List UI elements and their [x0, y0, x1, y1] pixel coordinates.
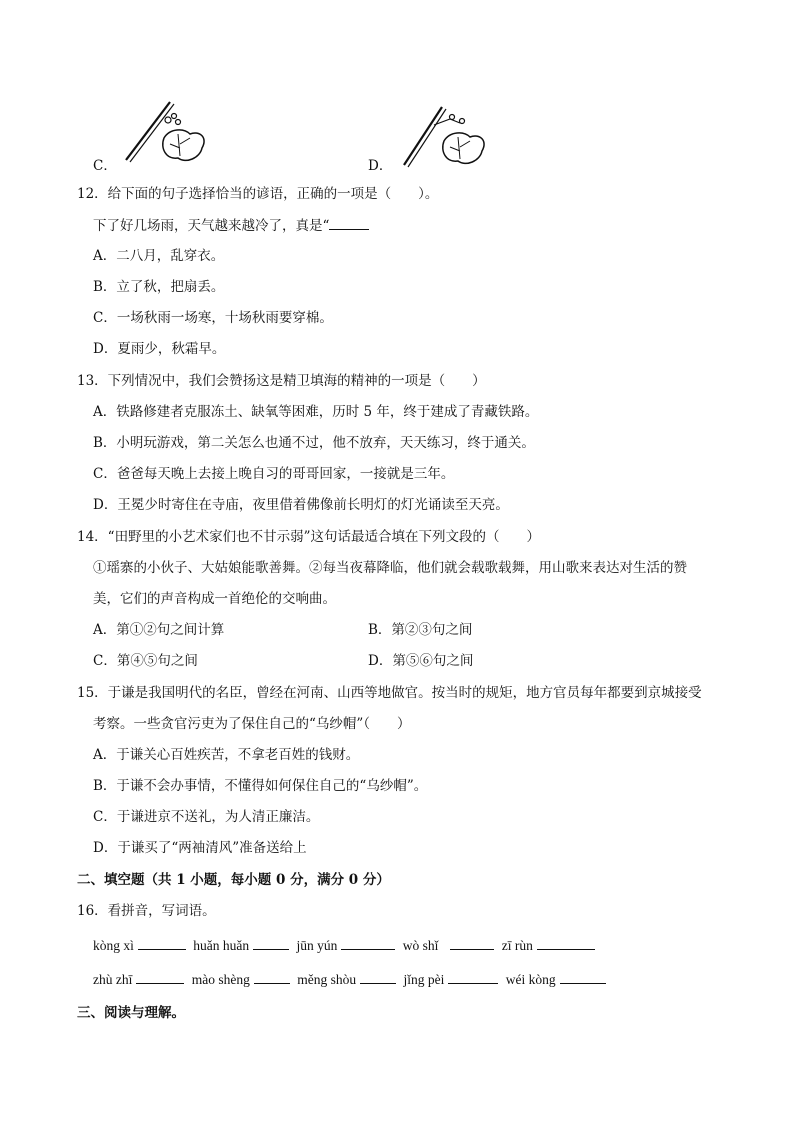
pinyin-item: jūn yún: [296, 938, 338, 953]
q14-passage-line2: 美，它们的声音构成一首绝伦的交响曲。: [93, 591, 336, 607]
q15-option-d: D．于谦买了“两袖清风”准备送给上: [93, 840, 307, 856]
q11-option-d-label: D．: [368, 158, 393, 174]
q14-stem: 14．“田野里的小艺术家们也不甘示弱”这句话最适合填在下列文段的（ ）: [77, 529, 540, 545]
answer-blank[interactable]: [136, 969, 184, 984]
q13-option-d: D．王冕少时寄住在寺庙，夜里借着佛像前长明灯的灯光诵读至天亮。: [93, 497, 509, 513]
pinyin-item: huǎn huǎn: [193, 938, 250, 953]
answer-blank[interactable]: [253, 935, 289, 950]
answer-blank[interactable]: [138, 935, 186, 950]
q14-passage-line1: ①瑶寨的小伙子、大姑娘能歌善舞。②每当夜幕降临，他们就会载歌载舞，用山歌来表达对生活的赞: [93, 560, 687, 576]
q13-option-b: B．小明玩游戏，第二关怎么也通不过，他不放弃，天天练习，终于通关。: [93, 435, 535, 451]
answer-blank[interactable]: [360, 969, 396, 984]
q16-pinyin-row-2: [93, 969, 610, 990]
plant-branch-icon: [120, 98, 210, 168]
q15-stem-line2: 考察。一些贪官污吏为了保住自己的“乌纱帽”（ ）: [93, 716, 411, 732]
q12-option-c: C．一场秋雨一场寒，十场秋雨要穿棉。: [93, 310, 333, 326]
q12-stem: 12．给下面的句子选择恰当的谚语，正确的一项是（ ）。: [77, 186, 439, 202]
q13-option-c: C．爸爸每天晚上去接上晚自习的哥哥回家，一接就是三年。: [93, 466, 455, 482]
q12-answer-blank[interactable]: [329, 215, 369, 230]
q11-option-c-label: C．: [93, 158, 117, 174]
answer-blank[interactable]: [450, 935, 494, 950]
q12-sentence-text: 下了好几场雨，天气越来越冷了，真是“: [93, 218, 330, 234]
section2-heading: 二、填空题（共 1 小题，每小题 0 分，满分 0 分）: [77, 872, 390, 888]
answer-blank[interactable]: [341, 935, 395, 950]
answer-blank[interactable]: [254, 969, 290, 984]
q13-stem: 13．下列情况中，我们会赞扬这是精卫填海的精神的一项是（ ）: [77, 373, 486, 389]
q12-option-d: D．夏雨少，秋霜早。: [93, 341, 226, 357]
plant-branch-icon: [398, 103, 493, 171]
q15-option-b: B．于谦不会办事情，不懂得如何保住自己的“乌纱帽”。: [93, 778, 428, 794]
section3-heading: 三、阅读与理解。: [77, 1005, 185, 1021]
q15-stem-line1: 15．于谦是我国明代的名臣，曾经在河南、山西等地做官。按当时的规矩，地方官员每年都要到京城接受: [77, 685, 702, 701]
q14-option-d: D．第⑤⑥句之间: [368, 653, 474, 669]
q14-option-c: C．第④⑤句之间: [93, 653, 198, 669]
pinyin-item: jǐng pèi: [403, 972, 445, 987]
answer-blank[interactable]: [560, 969, 606, 984]
pinyin-item: zhù zhī: [93, 972, 133, 987]
answer-blank[interactable]: [448, 969, 498, 984]
q14-option-b: B．第②③句之间: [368, 622, 473, 638]
pinyin-item: mào shèng: [191, 972, 250, 987]
pinyin-item: měng shòu: [297, 972, 357, 987]
answer-blank[interactable]: [537, 935, 595, 950]
q13-option-a: A．铁路修建者克服冻土、缺氧等困难，历时 5 年，终于建成了青藏铁路。: [93, 404, 539, 420]
pinyin-item: zī rùn: [501, 938, 533, 953]
q12-option-b: B．立了秋，把扇丢。: [93, 279, 225, 295]
pinyin-item: wéi kòng: [505, 972, 556, 987]
q12-option-a: A．二八月，乱穿衣。: [93, 248, 225, 264]
q16-pinyin-row-1: [93, 935, 599, 956]
pinyin-item: kòng xì: [93, 938, 134, 953]
q15-option-c: C．于谦进京不送礼，为人清正廉洁。: [93, 809, 320, 825]
q16-stem: 16．看拼音，写词语。: [77, 903, 216, 919]
q12-sentence: [93, 215, 369, 236]
q14-option-a: A．第①②句之间计算: [93, 622, 225, 638]
pinyin-item: wò shǐ: [402, 938, 439, 953]
q15-option-a: A．于谦关心百姓疾苦，不拿老百姓的钱财。: [93, 747, 360, 763]
